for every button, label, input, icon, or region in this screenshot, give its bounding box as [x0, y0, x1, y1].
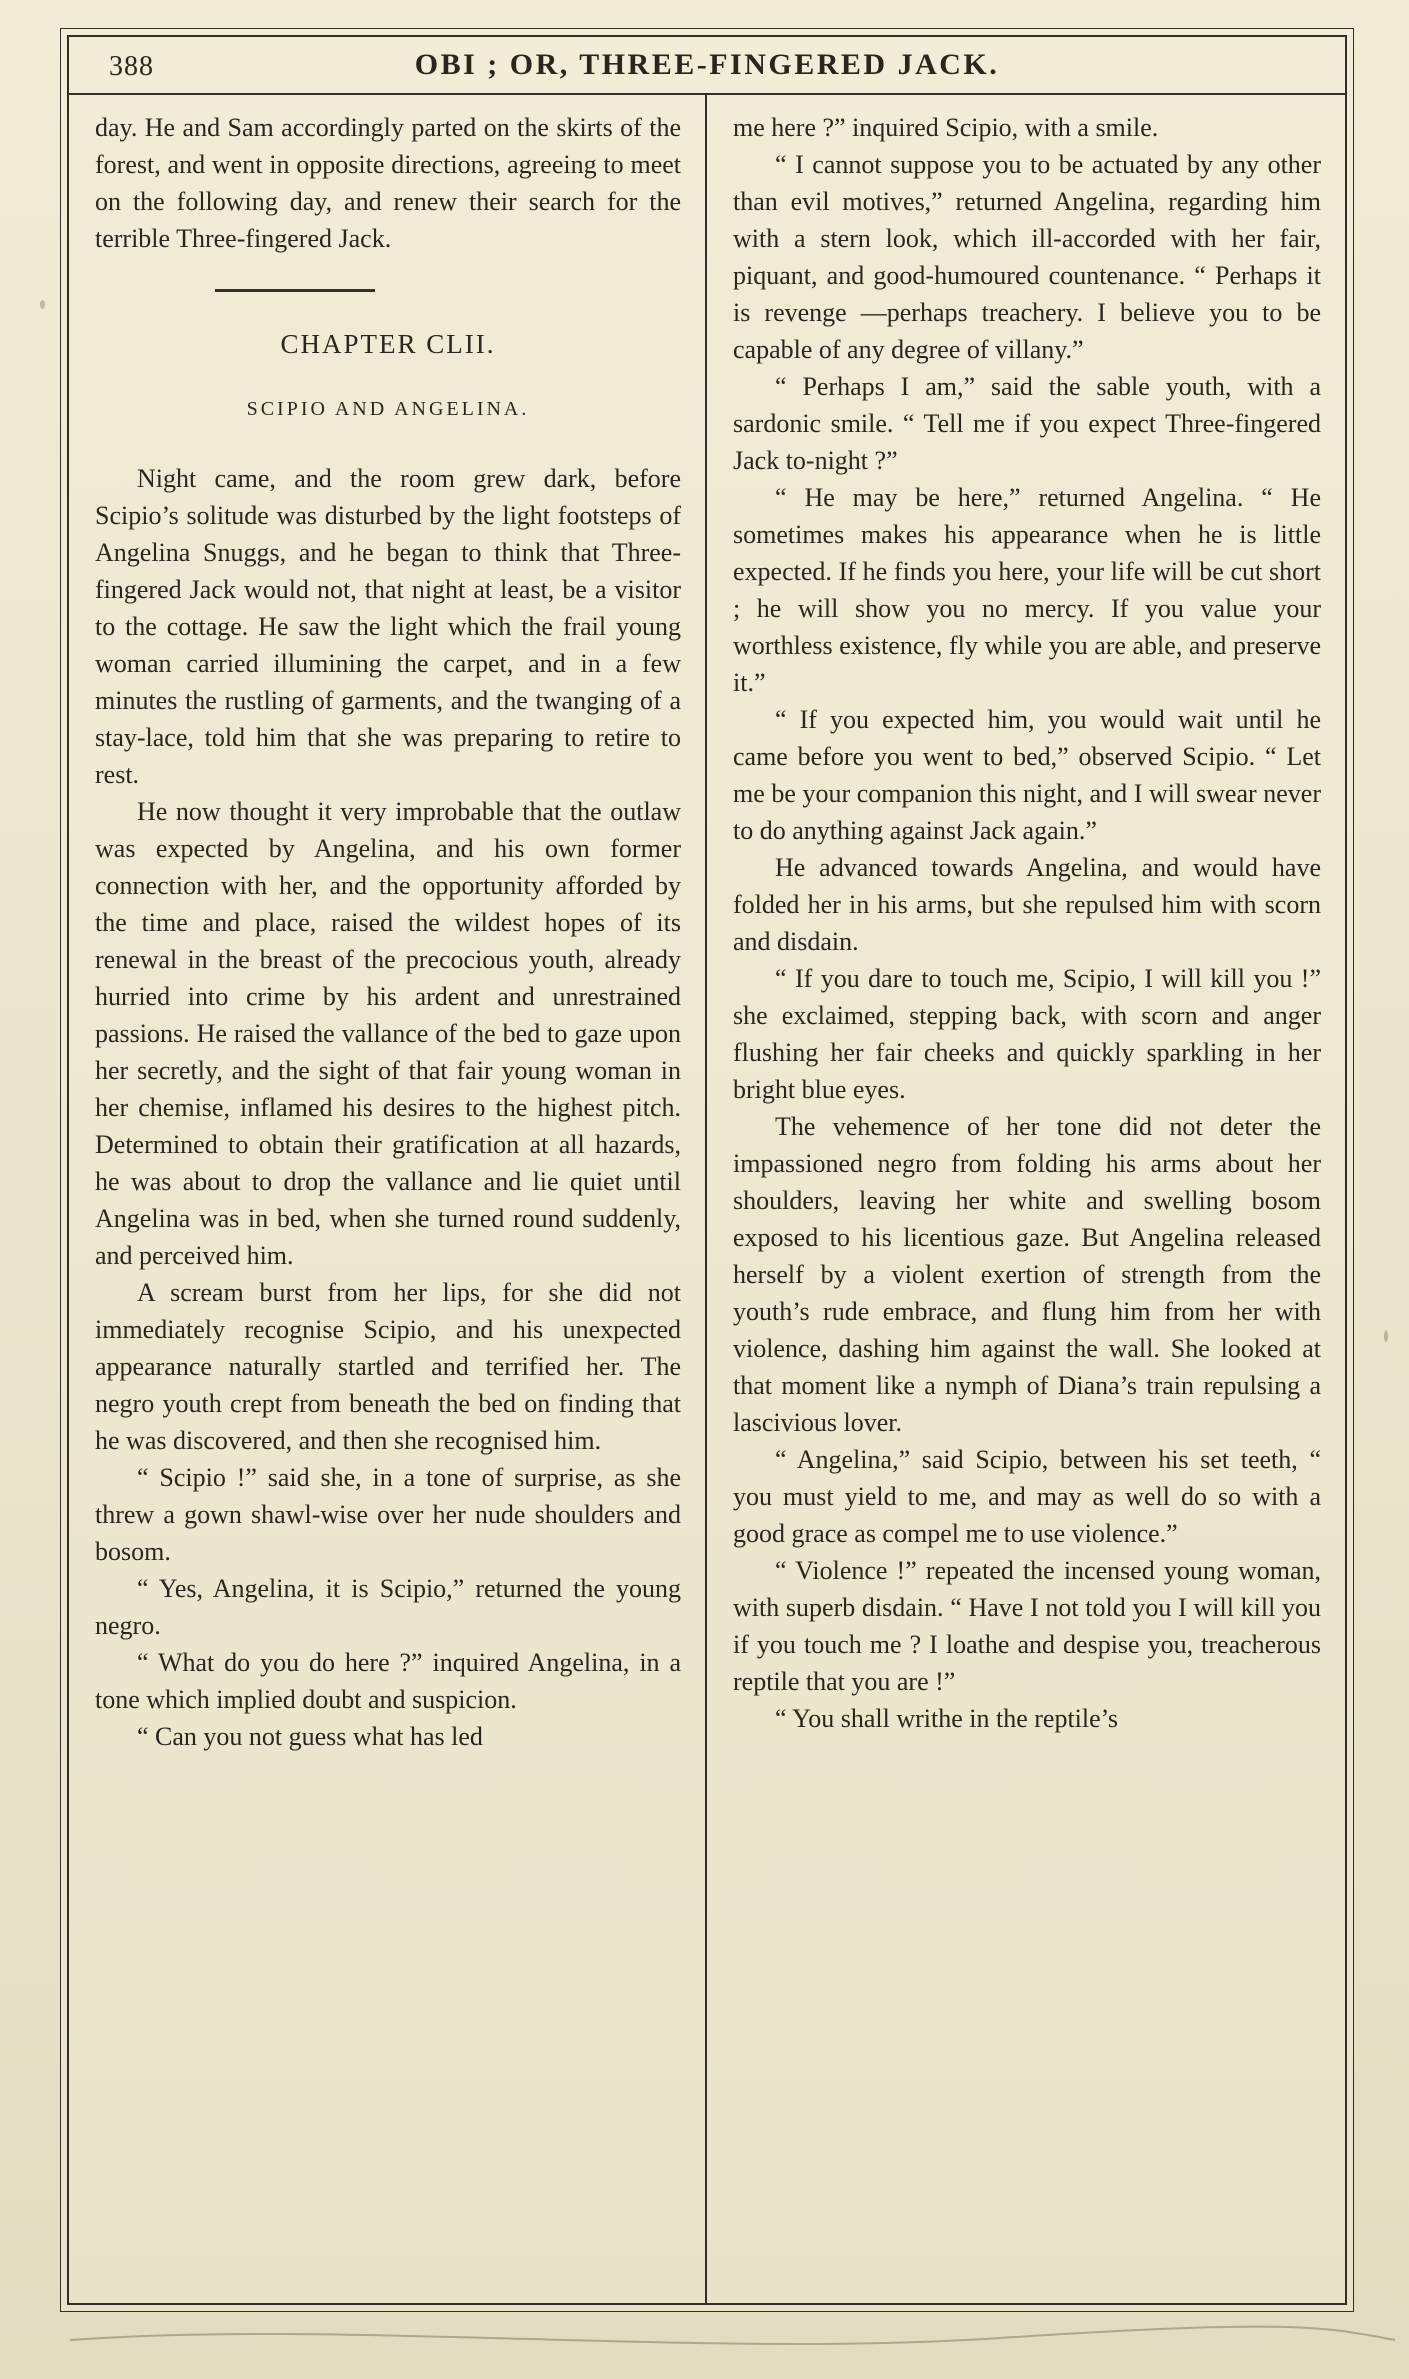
paragraph: “ Scipio !” said she, in a tone of surprise, as she threw a gown shawl-wise over her nude shoulders and bosom. — [95, 1462, 681, 1566]
paragraph: “ Perhaps I am,” said the sable youth, with a sardonic smile. “ Tell me if you expect Three-fingered Jack to-night ?” — [733, 372, 1321, 475]
page-frame — [60, 28, 1354, 2312]
page-edge-artifact — [0, 2310, 1409, 2379]
continued-text-block — [95, 109, 681, 257]
paragraph: “ You shall writhe in the reptile’s — [775, 1704, 1119, 1733]
paragraph: “ Can you not guess what has led — [137, 1721, 483, 1751]
paragraph: “ Angelina,” said Scipio, between his set teeth, “ you must yield to me, and may as well do so with a good grace as compel me to use violence.” — [733, 1445, 1321, 1548]
paragraph: “ If you expected him, you would wait until he came before you went to bed,” observed Scipio. “ Let me be your companion this night, and I will swear never to do anything against Jack again.” — [733, 705, 1321, 845]
ink-speck — [1384, 1330, 1388, 1342]
paragraph: The vehemence of her tone did not deter the impassioned negro from folding his arms about her shoulders, leaving her white and swelling bosom exposed to his licentious gaze. But Angelina released herself by a violent exertion of strength from the youth’s rude embrace, and flung him from her with violence, dashing him against the wall. She looked at that moment like a nymph of Diana’s train repulsing a lascivious lover. — [733, 1112, 1321, 1437]
page-frame-inner — [67, 35, 1347, 2305]
paragraph: A scream burst from her lips, for she did not immediately recognise Scipio, and his unexpected appearance naturally startled and terrified her. The negro youth crept from beneath the bed on finding that he was discovered, and then she recognised him. — [95, 1277, 681, 1455]
page-number: 388 — [109, 51, 154, 82]
ink-speck — [40, 300, 45, 309]
chapter-heading: CHAPTER CLII. — [280, 328, 496, 359]
paragraph: He advanced towards Angelina, and would have folded her in his arms, but she repulsed him with scorn and disdain. — [733, 853, 1321, 956]
paragraph: “ He may be here,” returned Angelina. “ He sometimes makes his appearance when he is little expected. If he finds you here, your life will be cut short ; he will show you no mercy. If you value your worthless existence, fly while you are able, and preserve it.” — [733, 483, 1321, 697]
paragraph: Night came, and the room grew dark, before Scipio’s solitude was disturbed by the light footsteps of Angelina Snuggs, and he began to think that Three-fingered Jack would not, that night at least, be a visitor to the cottage. He saw the light which the frail young woman carried illumining the carpet, and in a few minutes the rustling of garments, and the twanging of a stay-lace, told him that she was preparing to retire to rest. — [95, 463, 681, 789]
chapter-subtitle: SCIPIO AND ANGELINA. — [246, 397, 530, 420]
column-right — [707, 95, 1345, 2303]
paragraph: “ Yes, Angelina, it is Scipio,” returned the young negro. — [95, 1573, 681, 1640]
text-columns — [69, 95, 1345, 2303]
section-divider-rule — [215, 289, 375, 292]
paragraph: “ Violence !” repeated the incensed young woman, with superb disdain. “ Have I not told you I will kill you if you touch me ? I loathe and despise you, treacherous reptile that you are !” — [733, 1556, 1321, 1696]
paragraph: He now thought it very improbable that the outlaw was expected by Angelina, and his own former connection with her, and the opportunity afforded by the time and place, raised the wildest hopes of its renewal in the breast of the precocious youth, already hurried into crime by his ardent and unrestrained passions. He raised the vallance of the bed to gaze upon her secretly, and the sight of that fair young woman in her chemise, inflamed his desires to the highest pitch. Determined to obtain their gratification at all hazards, he was about to drop the vallance and lie quiet until Angelina was in bed, when she turned round suddenly, and perceived him. — [95, 796, 681, 1270]
chapter-text-block — [95, 460, 681, 1755]
paragraph: “ If you dare to touch me, Scipio, I will kill you !” she exclaimed, stepping back, with scorn and anger flushing her fair cheeks and quickly sparkling in her bright blue eyes. — [733, 964, 1321, 1104]
right-text-block — [733, 109, 1321, 1737]
paragraph: me here ?” inquired Scipio, with a smile. — [733, 113, 1159, 142]
running-title: OBI ; OR, THREE-FINGERED JACK. — [414, 48, 1000, 81]
column-left — [69, 95, 707, 2303]
paragraph: day. He and Sam accordingly parted on the skirts of the forest, and went in opposite directions, agreeing to meet on the following day, and renew their search for the terrible Three-fingered Jack. — [95, 113, 681, 253]
paragraph: “ I cannot suppose you to be actuated by any other than evil motives,” returned Angelina, regarding him with a stern look, which ill-accorded with her fair, piquant, and good-humoured countenance. “ Perhaps it is revenge —perhaps treachery. I believe you to be capable of any degree of villany.” — [733, 150, 1321, 364]
paragraph: “ What do you do here ?” inquired Angelina, in a tone which implied doubt and suspicion. — [95, 1647, 681, 1714]
page-header — [69, 37, 1345, 95]
